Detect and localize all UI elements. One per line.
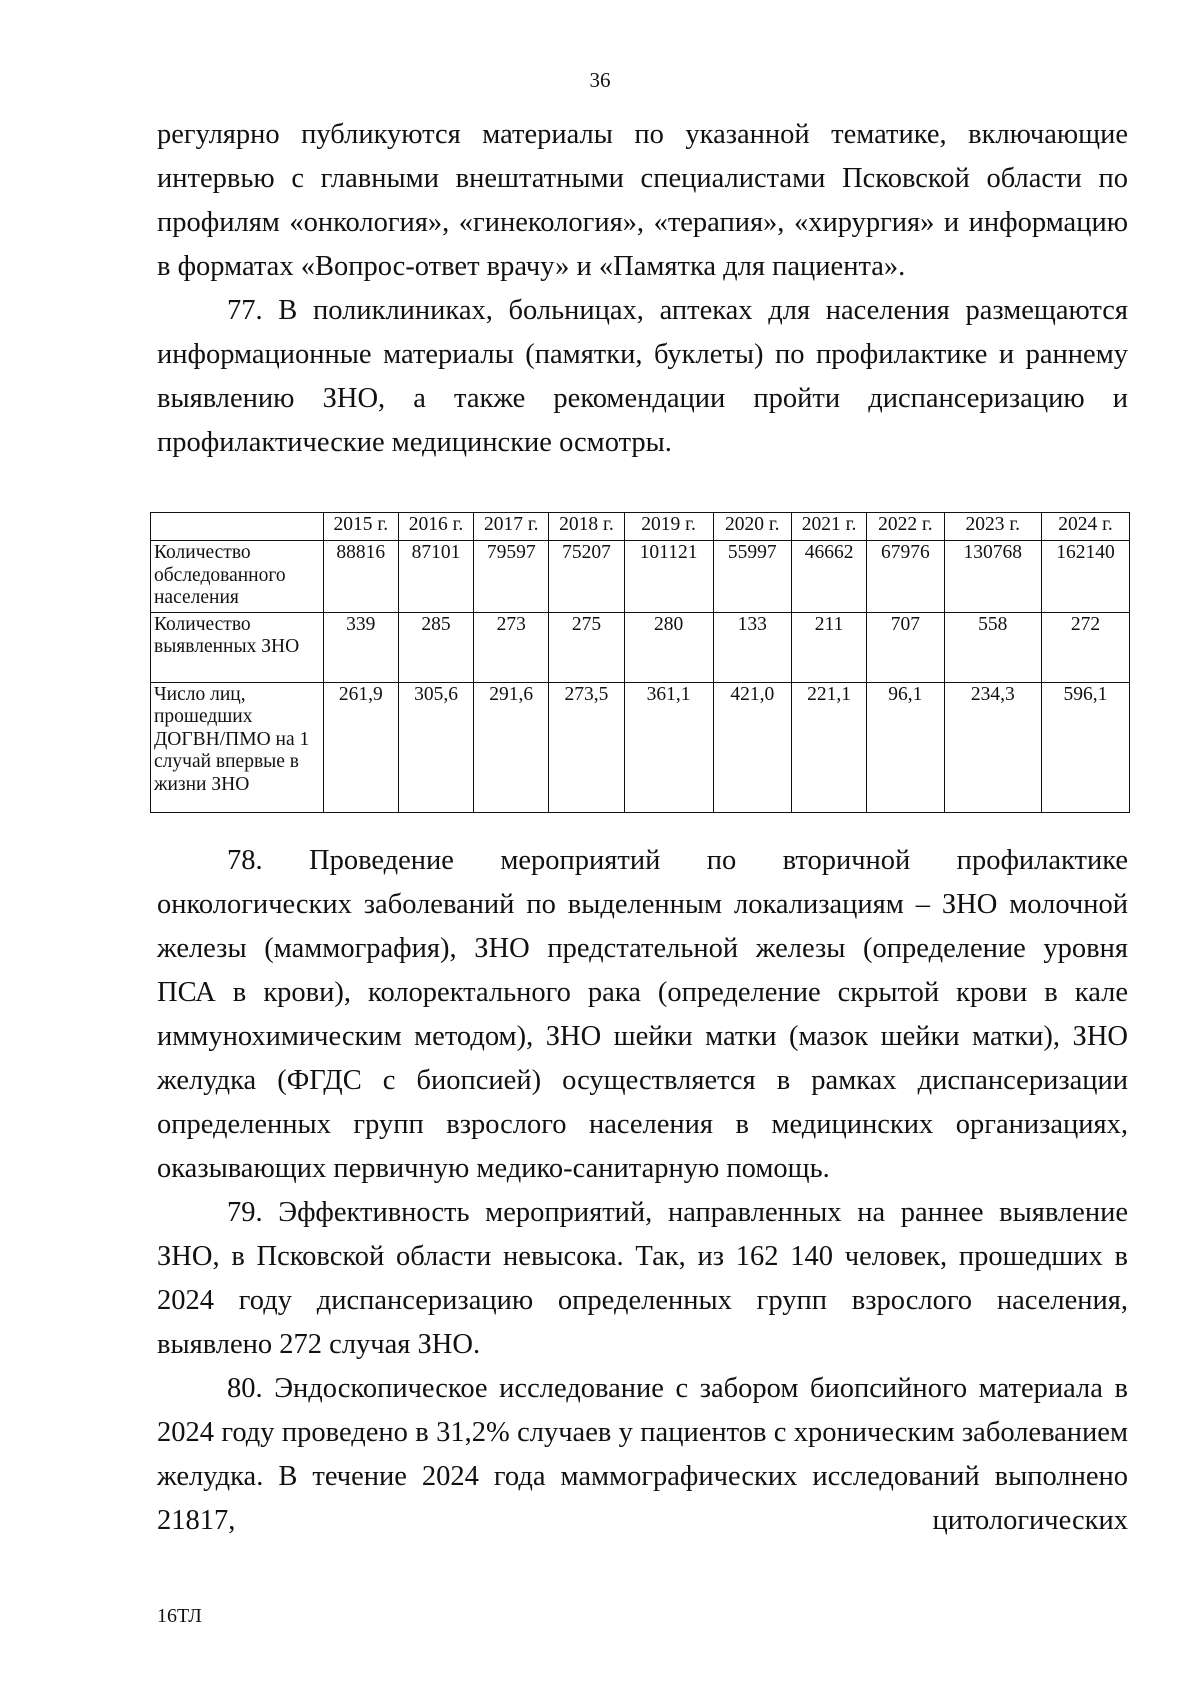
table-cell: 67976 [867,541,944,613]
table-cell: 261,9 [323,682,398,812]
table-cell: 211 [791,612,866,682]
table-cell: 79597 [474,541,549,613]
table-row [151,541,1130,613]
table-header-year: 2017 г. [474,513,549,541]
page-number: 36 [589,68,611,92]
table-row [151,612,1130,682]
table-header-year: 2020 г. [713,513,791,541]
footer-document-code: 16ТЛ [157,1605,202,1627]
table-cell: 305,6 [398,682,473,812]
table-corner-cell [151,513,324,541]
text-block-top [157,113,1128,465]
table-cell: 75207 [549,541,624,613]
table-cell: 291,6 [474,682,549,812]
table-cell: 221,1 [791,682,866,812]
table-body [151,541,1130,813]
table-cell: 272 [1041,612,1129,682]
table-cell: 421,0 [713,682,791,812]
table-cell: 101121 [624,541,713,613]
table-header-year: 2024 г. [1041,513,1129,541]
text-block-bottom [157,839,1128,1543]
table-header-year: 2019 г. [624,513,713,541]
paragraph-79: 79. Эффективность мероприятий, направленных на раннее выявление ЗНО, в Псковской области невысока. Так, из 162 140 человек, прошедших в 2024 году диспансеризацию определенных групп взрослого населения, выявлено 272 случая ЗНО. [157,1197,1128,1360]
table-header-row [151,513,1130,541]
table-cell: 55997 [713,541,791,613]
table-row [151,682,1130,812]
table-cell: 87101 [398,541,473,613]
table-row-label: Количество обследованного населения [151,541,324,613]
table-cell: 273,5 [549,682,624,812]
table-header-year: 2015 г. [323,513,398,541]
table-cell: 707 [867,612,944,682]
table-header-year: 2023 г. [944,513,1041,541]
paragraph-77: 77. В поликлиниках, больницах, аптеках для населения размещаются информационные материалы (памятки, буклеты) по профилактике и раннему выявлению ЗНО, а также рекомендации пройти диспансеризацию и профилактические медицинские осмотры. [157,295,1128,458]
table-cell: 339 [323,612,398,682]
table-header-year: 2018 г. [549,513,624,541]
table-cell: 285 [398,612,473,682]
table-header-year: 2022 г. [867,513,944,541]
table-cell: 361,1 [624,682,713,812]
table-cell: 275 [549,612,624,682]
table-cell: 596,1 [1041,682,1129,812]
table-row-label: Число лиц, прошедших ДОГВН/ПМО на 1 случай впервые в жизни ЗНО [151,682,324,812]
table-header-year: 2021 г. [791,513,866,541]
paragraph-78: 78. Проведение мероприятий по вторичной профилактике онкологических заболеваний по выделенным локализациям – ЗНО молочной железы (маммография), ЗНО предстательной железы (определение уровня ПСА в крови), колоректального рака (определение скрытой крови в кале иммунохимическим методом), ЗНО шейки матки (мазок шейки матки), ЗНО желудка (ФГДС с биопсией) осуществляется в рамках диспансеризации определенных групп взрослого населения в медицинских организациях, оказывающих первичную медико-санитарную помощь. [157,845,1128,1184]
table-cell: 130768 [944,541,1041,613]
paragraph-80: 80. Эндоскопическое исследование с забором биопсийного материала в 2024 году проведено в 31,2% случаев у пациентов с хроническим заболеванием желудка. В течение 2024 года маммографических исследований выполнено 21817, цитологических [157,1373,1128,1536]
table-cell: 46662 [791,541,866,613]
screening-statistics-table [150,512,1130,813]
table-cell: 96,1 [867,682,944,812]
table-row-label: Количество выявленных ЗНО [151,612,324,682]
table-cell: 234,3 [944,682,1041,812]
paragraph-continuation: регулярно публикуются материалы по указанной тематике, включающие интервью с главными внештатными специалистами Псковской области по профилям «онкология», «гинекология», «терапия», «хирургия» и информацию в форматах «Вопрос-ответ врачу» и «Памятка для пациента». [157,119,1128,282]
table-cell: 558 [944,612,1041,682]
table-header-year: 2016 г. [398,513,473,541]
table-cell: 273 [474,612,549,682]
table-cell: 88816 [323,541,398,613]
table-cell: 162140 [1041,541,1129,613]
table-cell: 280 [624,612,713,682]
table-cell: 133 [713,612,791,682]
